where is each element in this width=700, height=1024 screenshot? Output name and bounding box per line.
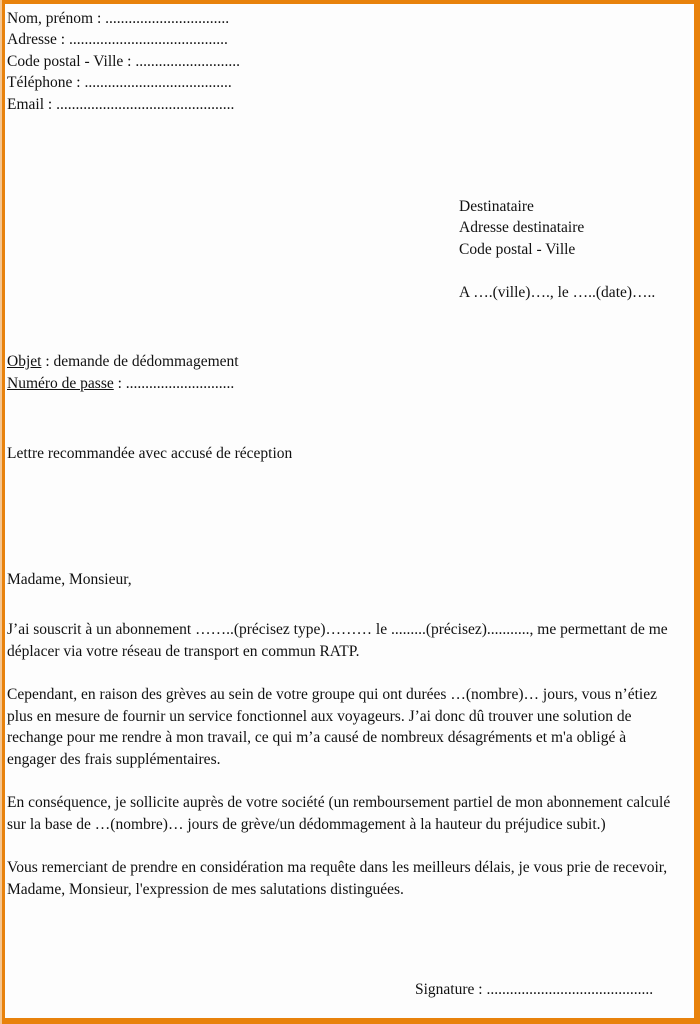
recipient-address-block bbox=[7, 196, 680, 260]
sender-address-block bbox=[7, 4, 680, 115]
body-paragraph: Vous remerciant de prendre en considération ma requête dans les meilleurs délais, je vous prie de recevoir, Madame, Monsieur, l'expression de mes salutations distinguées. bbox=[7, 859, 668, 898]
body-paragraph: J’ai souscrit à un abonnement ……..(précisez type)……… le .........(précisez)..........., me permettant de me déplacer via votre réseau de transport en commun RATP. bbox=[7, 621, 668, 660]
pass-number-line bbox=[7, 373, 680, 395]
sender-name-line: Nom, prénom : ................................ bbox=[7, 10, 230, 27]
pass-number-value: : ............................ bbox=[113, 375, 235, 393]
recipient-street-line: Adresse destinataire bbox=[459, 219, 585, 237]
place-and-date-line: A ….(ville)…., le …..(date)….. bbox=[459, 284, 656, 302]
sender-street-line: Adresse : ......................................... bbox=[7, 31, 228, 49]
subject-block bbox=[7, 351, 680, 395]
subject-label: Objet bbox=[7, 353, 42, 371]
body-paragraph: En conséquence, je sollicite auprès de votre société (un remboursement partiel de mon abonnement calculé sur la base de …(nombre)… jours de grève/un dédommagement à la hauteur du préjudice subit.) bbox=[7, 794, 671, 833]
registered-mail-notice: Lettre recommandée avec accusé de réception bbox=[7, 445, 293, 463]
subject-value: : demande de dédommagement bbox=[41, 353, 239, 371]
subject-line bbox=[7, 351, 680, 373]
pass-number-label: Numéro de passe bbox=[7, 375, 114, 393]
letter-body bbox=[7, 619, 680, 900]
body-paragraph: Cependant, en raison des grèves au sein de votre groupe qui ont durées …(nombre)… jours, vous n’étiez plus en mesure de fournir un service fonctionnel aux voyageurs. J’ai donc dû trouver une solution de rechange pour me rendre à mon travail, ce qui m’a causé de nombreux désagréments et m'a obligé à engager des frais supplémentaires. bbox=[7, 686, 657, 768]
salutation-line: Madame, Monsieur, bbox=[7, 571, 132, 589]
recipient-name-line: Destinataire bbox=[459, 198, 534, 216]
recipient-postal-city-line: Code postal - Ville bbox=[459, 240, 576, 258]
sender-postal-city-line: Code postal - Ville : ........................... bbox=[7, 52, 240, 70]
sender-email-line: Email : .............................................. bbox=[7, 95, 235, 113]
signature-line: Signature : ........................................... bbox=[415, 981, 654, 998]
sender-phone-line: Téléphone : ...................................... bbox=[7, 74, 232, 92]
letter-sheet bbox=[5, 4, 680, 1018]
